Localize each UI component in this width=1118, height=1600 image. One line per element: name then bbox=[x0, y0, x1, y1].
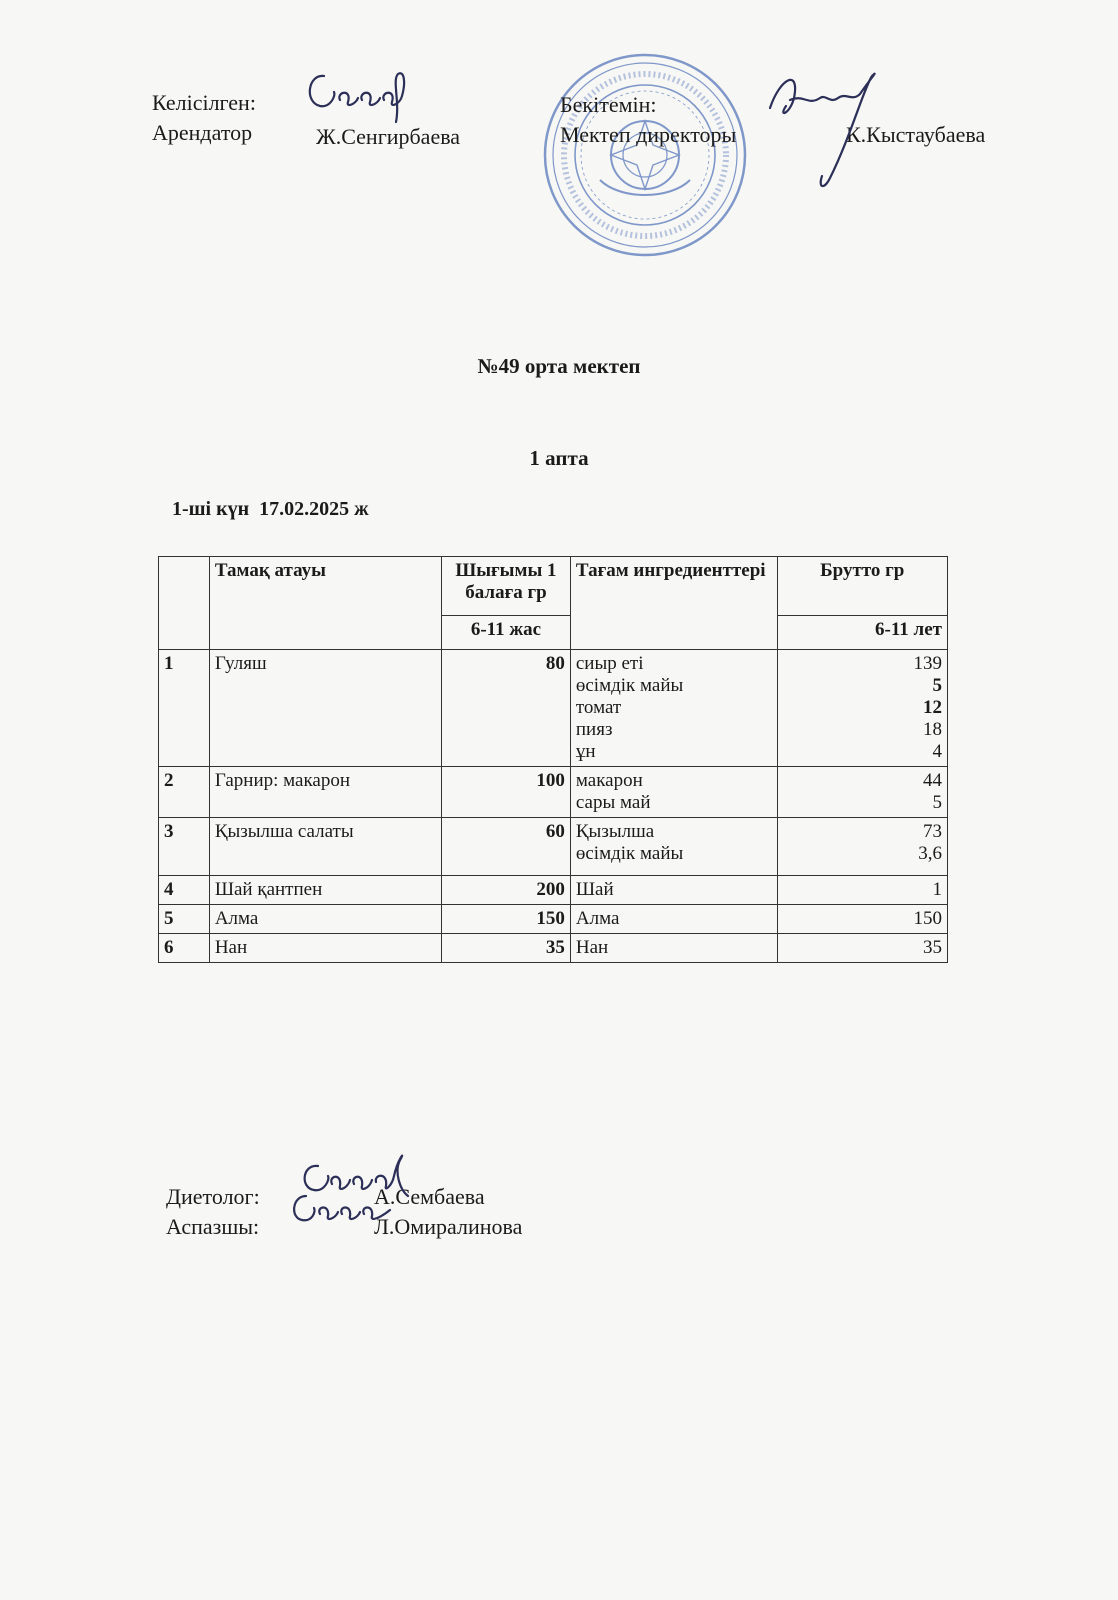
dish-name: Нан bbox=[209, 934, 441, 963]
table-row bbox=[159, 767, 948, 818]
table-row bbox=[159, 818, 948, 876]
week-title: 1 апта bbox=[529, 446, 589, 470]
cook-label: Аспазшы: bbox=[166, 1214, 260, 1239]
brutto-value: 5 bbox=[932, 675, 942, 696]
dish-name: Қызылша салаты bbox=[209, 818, 441, 876]
approved-label: Бекітемін: bbox=[560, 92, 657, 117]
agreed-label: Келісілген: bbox=[152, 90, 256, 115]
ingredient: өсімдік майы bbox=[575, 675, 684, 696]
ingredient: сары май bbox=[575, 792, 651, 813]
row-number: 4 bbox=[159, 876, 210, 905]
dish-brutto bbox=[777, 876, 947, 905]
dish-brutto bbox=[777, 934, 947, 963]
brutto-value: 5 bbox=[932, 792, 942, 813]
brutto-value: 139 bbox=[913, 653, 942, 674]
dietitian-name: А.Сембаева bbox=[374, 1184, 485, 1209]
col-yield-header: Шығымы 1 балаға гр bbox=[442, 557, 571, 616]
brutto-value: 4 bbox=[932, 741, 942, 762]
dish-name: Шай қантпен bbox=[209, 876, 441, 905]
cook-name: Л.Омиралинова bbox=[374, 1214, 523, 1239]
col-brutto-header: Брутто гр bbox=[777, 557, 947, 616]
dish-brutto bbox=[777, 905, 947, 934]
dish-ingredients bbox=[570, 767, 777, 818]
dish-ingredients bbox=[570, 876, 777, 905]
ingredient: Алма bbox=[575, 908, 620, 929]
yield-age-subheader: 6-11 жас bbox=[442, 616, 571, 650]
table-row bbox=[159, 905, 948, 934]
col-name-header: Тамақ атауы bbox=[209, 557, 441, 650]
ingredient: Қызылша bbox=[575, 821, 655, 842]
cook-signature bbox=[286, 1188, 396, 1228]
dish-brutto bbox=[777, 767, 947, 818]
dish-brutto bbox=[777, 650, 947, 767]
tenant-signature bbox=[300, 62, 420, 128]
dish-name: Алма bbox=[209, 905, 441, 934]
dish-ingredients bbox=[570, 905, 777, 934]
col-ingredients-header: Тағам ингредиенттері bbox=[570, 557, 777, 650]
director-signature bbox=[760, 58, 890, 198]
dish-yield: 150 bbox=[442, 905, 571, 934]
row-number: 2 bbox=[159, 767, 210, 818]
dietitian-label: Диетолог: bbox=[166, 1184, 260, 1209]
tenant-name: Ж.Сенгирбаева bbox=[316, 124, 461, 149]
brutto-value: 150 bbox=[913, 908, 942, 929]
table-row bbox=[159, 876, 948, 905]
dish-ingredients bbox=[570, 650, 777, 767]
school-seal bbox=[540, 50, 750, 260]
brutto-age-subheader: 6-11 лет bbox=[777, 616, 947, 650]
brutto-value: 73 bbox=[923, 821, 942, 842]
dish-yield: 80 bbox=[442, 650, 571, 767]
ingredient: сиыр еті bbox=[575, 653, 644, 674]
dish-ingredients bbox=[570, 818, 777, 876]
tenant-label: Арендатор bbox=[152, 120, 253, 145]
dish-ingredients bbox=[570, 934, 777, 963]
brutto-value: 12 bbox=[923, 697, 942, 718]
brutto-value: 35 bbox=[923, 937, 942, 958]
ingredient: өсімдік майы bbox=[575, 843, 684, 864]
dish-name: Гуляш bbox=[209, 650, 441, 767]
row-number: 3 bbox=[159, 818, 210, 876]
ingredient: ұн bbox=[575, 741, 596, 762]
ingredient: Шай bbox=[575, 879, 614, 900]
table-row bbox=[159, 934, 948, 963]
brutto-value: 44 bbox=[923, 770, 942, 791]
dish-yield: 200 bbox=[442, 876, 571, 905]
ingredient: макарон bbox=[575, 770, 643, 791]
row-number: 6 bbox=[159, 934, 210, 963]
dish-brutto bbox=[777, 818, 947, 876]
row-number: 1 bbox=[159, 650, 210, 767]
brutto-value: 3,6 bbox=[918, 843, 942, 864]
dish-yield: 100 bbox=[442, 767, 571, 818]
row-number: 5 bbox=[159, 905, 210, 934]
director-name: К.Кыстаубаева bbox=[846, 122, 986, 147]
ingredient: пияз bbox=[575, 719, 613, 740]
director-label: Мектеп директоры bbox=[560, 122, 737, 147]
school-title: №49 орта мектеп bbox=[477, 354, 641, 378]
brutto-value: 18 bbox=[923, 719, 942, 740]
col-number-header bbox=[159, 557, 210, 650]
table-row bbox=[159, 650, 948, 767]
dish-yield: 60 bbox=[442, 818, 571, 876]
brutto-value: 1 bbox=[932, 879, 942, 900]
ingredient: томат bbox=[575, 697, 622, 718]
day-line: 1-ші күн 17.02.2025 ж bbox=[172, 498, 369, 520]
table-header-row bbox=[159, 557, 948, 616]
dish-yield: 35 bbox=[442, 934, 571, 963]
menu-table bbox=[158, 556, 948, 963]
dish-name: Гарнир: макарон bbox=[209, 767, 441, 818]
ingredient: Нан bbox=[575, 937, 609, 958]
